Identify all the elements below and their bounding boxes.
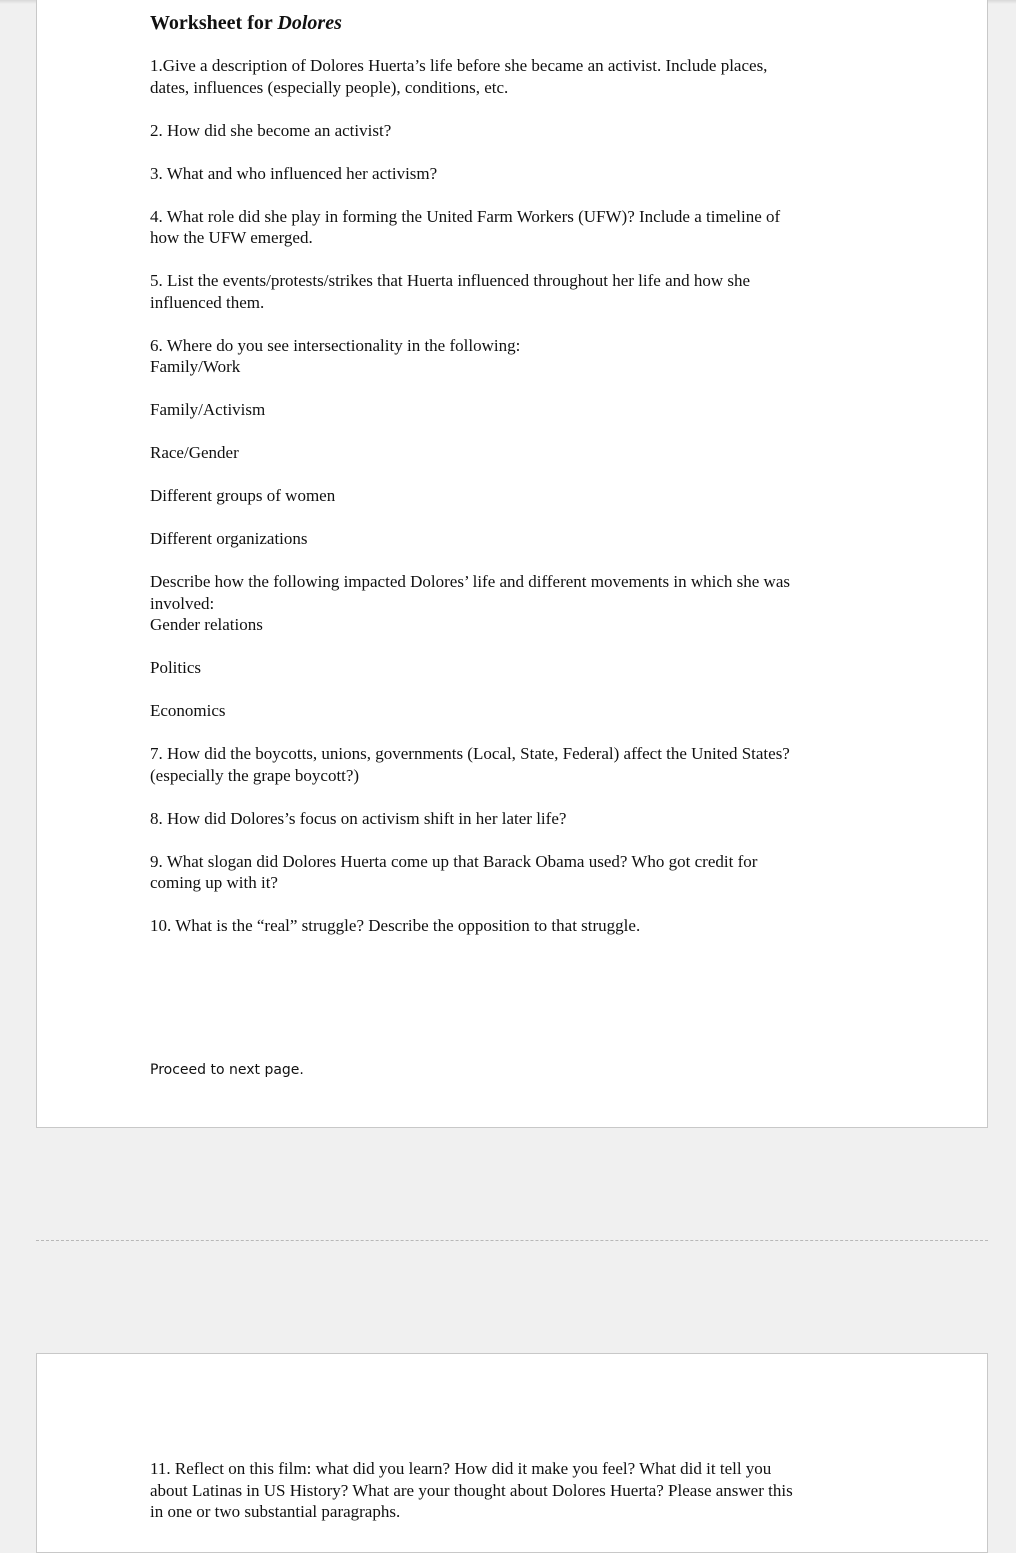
describe-prompt-line-1: Describe how the following impacted Dolores’ life and different movements in which she was [150, 572, 790, 591]
question-1-line-2: dates, influences (especially people), conditions, etc. [150, 77, 509, 97]
question-7-line-2: (especially the grape boycott?) [150, 765, 360, 785]
question-11-line-2: about Latinas in US History? What are your thought about Dolores Huerta? Please answer this [150, 1480, 793, 1500]
question-6: 6. Where do you see intersectionality in the following: [150, 335, 521, 355]
question-5-line-1: 5. List the events/protests/strikes that Huerta influenced throughout her life and how she [150, 271, 751, 290]
question-4-line-1: 4. What role did she play in forming the United Farm Workers (UFW)? Include a timeline of [150, 206, 781, 226]
question-5-line-2: influenced them. [150, 292, 265, 312]
question-8: 8. How did Dolores’s focus on activism shift in her later life? [150, 808, 567, 828]
page-1-content [150, 11, 880, 1078]
question-11-line-1: 11. Reflect on this film: what did you learn? How did it make you feel? What did it tell you [150, 1459, 772, 1478]
describe-item-gender-relations: Gender relations [150, 615, 263, 634]
q6-item-organizations: Different organizations [150, 529, 308, 548]
question-10: 10. What is the “real” struggle? Describe the opposition to that struggle. [150, 916, 641, 935]
question-11-line-3: in one or two substantial paragraphs. [150, 1502, 401, 1521]
document-page-2 [36, 1353, 988, 1553]
describe-item-politics: Politics [150, 658, 202, 677]
page-break-divider [36, 1240, 988, 1241]
q6-item-family-activism: Family/Activism [150, 400, 266, 419]
describe-item-economics: Economics [150, 701, 226, 720]
question-4-line-2: how the UFW emerged. [150, 228, 313, 247]
question-9-line-1: 9. What slogan did Dolores Huerta come up that Barack Obama used? Who got credit for [150, 851, 758, 871]
worksheet-title: Worksheet for Dolores [150, 12, 342, 34]
proceed-note: Proceed to next page. [150, 1062, 304, 1078]
question-2: 2. How did she become an activist? [150, 120, 392, 140]
question-3: 3. What and who influenced her activism? [150, 163, 438, 183]
question-1-line-1: 1.Give a description of Dolores Huerta’s life before she became an activist. Include places, [150, 56, 768, 75]
q6-item-race-gender: Race/Gender [150, 443, 239, 462]
question-7-line-1: 7. How did the boycotts, unions, governments (Local, State, Federal) affect the United States? [150, 744, 790, 763]
question-9-line-2: coming up with it? [150, 873, 278, 892]
q6-item-family-work: Family/Work [150, 357, 241, 376]
page-2-content [150, 1458, 880, 1523]
q6-item-groups-of-women: Different groups of women [150, 486, 336, 505]
document-page-1 [36, 0, 988, 1128]
describe-prompt-line-2: involved: [150, 593, 215, 613]
